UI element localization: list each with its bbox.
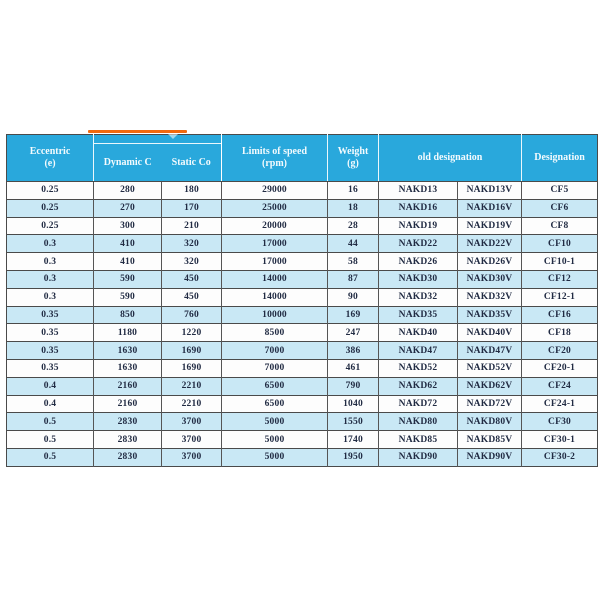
table-cell: CF16 <box>522 306 598 324</box>
table-row <box>7 413 598 431</box>
table-row <box>7 324 598 342</box>
table-cell: 590 <box>94 288 162 306</box>
table-cell: NAKD30V <box>458 270 522 288</box>
table-cell: 2160 <box>94 395 162 413</box>
table-cell: NAKD90V <box>458 448 522 466</box>
table-cell: CF24 <box>522 377 598 395</box>
table-cell: 1550 <box>328 413 379 431</box>
header-dynamic-c: Dynamic C <box>103 156 152 168</box>
down-caret-marker-icon <box>168 134 178 139</box>
header-weight-line1: Weight <box>337 146 369 157</box>
table-cell: NAKD16 <box>379 199 458 217</box>
table-cell: 58 <box>328 253 379 271</box>
table-cell: 16 <box>328 182 379 200</box>
table-cell: 0.3 <box>7 270 94 288</box>
table-cell: CF12-1 <box>522 288 598 306</box>
table-cell: 0.25 <box>7 217 94 235</box>
table-cell: 2210 <box>162 395 222 413</box>
table-cell: 5000 <box>222 448 328 466</box>
table-cell: 28 <box>328 217 379 235</box>
table-cell: 0.25 <box>7 182 94 200</box>
table-cell: 760 <box>162 306 222 324</box>
table-cell: NAKD35 <box>379 306 458 324</box>
table-cell: CF30 <box>522 413 598 431</box>
table-cell: 6500 <box>222 377 328 395</box>
table-row <box>7 377 598 395</box>
header-eccentric-line1: Eccentric <box>29 146 71 157</box>
table-cell: 410 <box>94 253 162 271</box>
table-cell: 0.5 <box>7 413 94 431</box>
table-cell: NAKD40V <box>458 324 522 342</box>
table-row <box>7 288 598 306</box>
header-limits-of-speed <box>222 135 328 182</box>
table-cell: 14000 <box>222 288 328 306</box>
table-row <box>7 359 598 377</box>
header-weight <box>328 135 379 182</box>
table-cell: NAKD30 <box>379 270 458 288</box>
header-static-co: Static Co <box>171 156 211 168</box>
header-eccentric-line2: (e) <box>44 158 56 169</box>
table-cell: 0.35 <box>7 324 94 342</box>
header-load-ratings-group <box>94 135 222 182</box>
table-cell: 0.5 <box>7 431 94 449</box>
table-cell: 450 <box>162 270 222 288</box>
table-cell: NAKD47V <box>458 342 522 360</box>
table-cell: 0.4 <box>7 395 94 413</box>
table-row <box>7 217 598 235</box>
table-cell: NAKD80 <box>379 413 458 431</box>
table-row <box>7 253 598 271</box>
table-cell: 8500 <box>222 324 328 342</box>
table-cell: CF10 <box>522 235 598 253</box>
table-cell: 44 <box>328 235 379 253</box>
table-cell: 5000 <box>222 413 328 431</box>
table-cell: 10000 <box>222 306 328 324</box>
table-cell: NAKD52 <box>379 359 458 377</box>
table-cell: 590 <box>94 270 162 288</box>
table-cell: 1180 <box>94 324 162 342</box>
table-cell: 1740 <box>328 431 379 449</box>
table-cell: NAKD40 <box>379 324 458 342</box>
table-cell: 17000 <box>222 253 328 271</box>
table-cell: CF24-1 <box>522 395 598 413</box>
table-row <box>7 306 598 324</box>
table-cell: 7000 <box>222 359 328 377</box>
table-cell: 247 <box>328 324 379 342</box>
table-cell: 14000 <box>222 270 328 288</box>
table-cell: NAKD26 <box>379 253 458 271</box>
table-cell: 1690 <box>162 342 222 360</box>
table-cell: 2830 <box>94 413 162 431</box>
table-cell: 410 <box>94 235 162 253</box>
table-cell: CF5 <box>522 182 598 200</box>
table-cell: 180 <box>162 182 222 200</box>
table-cell: 29000 <box>222 182 328 200</box>
table-cell: NAKD13V <box>458 182 522 200</box>
table-cell: 2830 <box>94 431 162 449</box>
table-cell: NAKD85V <box>458 431 522 449</box>
bearing-spec-table <box>6 134 598 467</box>
table-cell: 0.3 <box>7 253 94 271</box>
table-cell: 320 <box>162 235 222 253</box>
table-cell: NAKD22V <box>458 235 522 253</box>
table-cell: 90 <box>328 288 379 306</box>
table-cell: NAKD22 <box>379 235 458 253</box>
header-designation: Designation <box>522 135 598 182</box>
header-old-designation: old designation <box>379 135 522 182</box>
header-weight-line2: (g) <box>347 158 359 169</box>
table-cell: 0.5 <box>7 448 94 466</box>
table-cell: 790 <box>328 377 379 395</box>
table-cell: 450 <box>162 288 222 306</box>
table-cell: 850 <box>94 306 162 324</box>
table-row <box>7 235 598 253</box>
table-cell: 0.3 <box>7 288 94 306</box>
table-cell: CF12 <box>522 270 598 288</box>
table-cell: 2210 <box>162 377 222 395</box>
table-cell: 386 <box>328 342 379 360</box>
table-cell: NAKD62V <box>458 377 522 395</box>
table-cell: NAKD72 <box>379 395 458 413</box>
table-cell: 3700 <box>162 448 222 466</box>
table-cell: 0.3 <box>7 235 94 253</box>
table-cell: NAKD19 <box>379 217 458 235</box>
table-row <box>7 270 598 288</box>
table-cell: 20000 <box>222 217 328 235</box>
table-cell: 3700 <box>162 413 222 431</box>
header-speed-line1: Limits of speed <box>242 146 307 157</box>
table-cell: 461 <box>328 359 379 377</box>
table-cell: 7000 <box>222 342 328 360</box>
table-cell: 1630 <box>94 359 162 377</box>
table-cell: NAKD13 <box>379 182 458 200</box>
table-cell: 320 <box>162 253 222 271</box>
orange-highlight-line <box>88 130 187 133</box>
table-cell: NAKD90 <box>379 448 458 466</box>
table-row <box>7 182 598 200</box>
table-cell: NAKD47 <box>379 342 458 360</box>
table-cell: NAKD32V <box>458 288 522 306</box>
table-cell: NAKD72V <box>458 395 522 413</box>
table-cell: CF6 <box>522 199 598 217</box>
table-row <box>7 342 598 360</box>
table-cell: NAKD35V <box>458 306 522 324</box>
table-cell: 87 <box>328 270 379 288</box>
table-body <box>7 182 598 467</box>
table-cell: 6500 <box>222 395 328 413</box>
header-row <box>7 135 598 182</box>
table-cell: NAKD52V <box>458 359 522 377</box>
table-cell: 210 <box>162 217 222 235</box>
table-cell: NAKD19V <box>458 217 522 235</box>
table-cell: 0.35 <box>7 306 94 324</box>
table-cell: 0.4 <box>7 377 94 395</box>
table-cell: 3700 <box>162 431 222 449</box>
table-cell: CF8 <box>522 217 598 235</box>
table-cell: CF20 <box>522 342 598 360</box>
table-cell: 25000 <box>222 199 328 217</box>
table-cell: CF10-1 <box>522 253 598 271</box>
table-cell: NAKD16V <box>458 199 522 217</box>
header-group-labels <box>94 143 221 181</box>
table-cell: 170 <box>162 199 222 217</box>
table-cell: 1950 <box>328 448 379 466</box>
table-cell: 17000 <box>222 235 328 253</box>
table-cell: 1040 <box>328 395 379 413</box>
header-speed-line2: (rpm) <box>262 158 287 169</box>
table-row <box>7 395 598 413</box>
table-cell: 0.35 <box>7 342 94 360</box>
table-cell: NAKD26V <box>458 253 522 271</box>
header-group-strip <box>94 135 221 143</box>
table-cell: 5000 <box>222 431 328 449</box>
header-eccentric <box>7 135 94 182</box>
table-cell: 1220 <box>162 324 222 342</box>
table-cell: 0.25 <box>7 199 94 217</box>
table-cell: 18 <box>328 199 379 217</box>
table-cell: NAKD80V <box>458 413 522 431</box>
table-cell: 1630 <box>94 342 162 360</box>
table-cell: 280 <box>94 182 162 200</box>
table-header <box>7 135 598 182</box>
table-cell: 2160 <box>94 377 162 395</box>
table-cell: 0.35 <box>7 359 94 377</box>
table-cell: NAKD85 <box>379 431 458 449</box>
table-cell: CF18 <box>522 324 598 342</box>
table-row <box>7 199 598 217</box>
table-cell: 2830 <box>94 448 162 466</box>
table-cell: 1690 <box>162 359 222 377</box>
table-cell: NAKD62 <box>379 377 458 395</box>
table-cell: CF30-1 <box>522 431 598 449</box>
table-row <box>7 431 598 449</box>
table-cell: CF20-1 <box>522 359 598 377</box>
table-cell: 270 <box>94 199 162 217</box>
table-cell: 169 <box>328 306 379 324</box>
table-row <box>7 448 598 466</box>
table-cell: 300 <box>94 217 162 235</box>
table-cell: NAKD32 <box>379 288 458 306</box>
table-cell: CF30-2 <box>522 448 598 466</box>
